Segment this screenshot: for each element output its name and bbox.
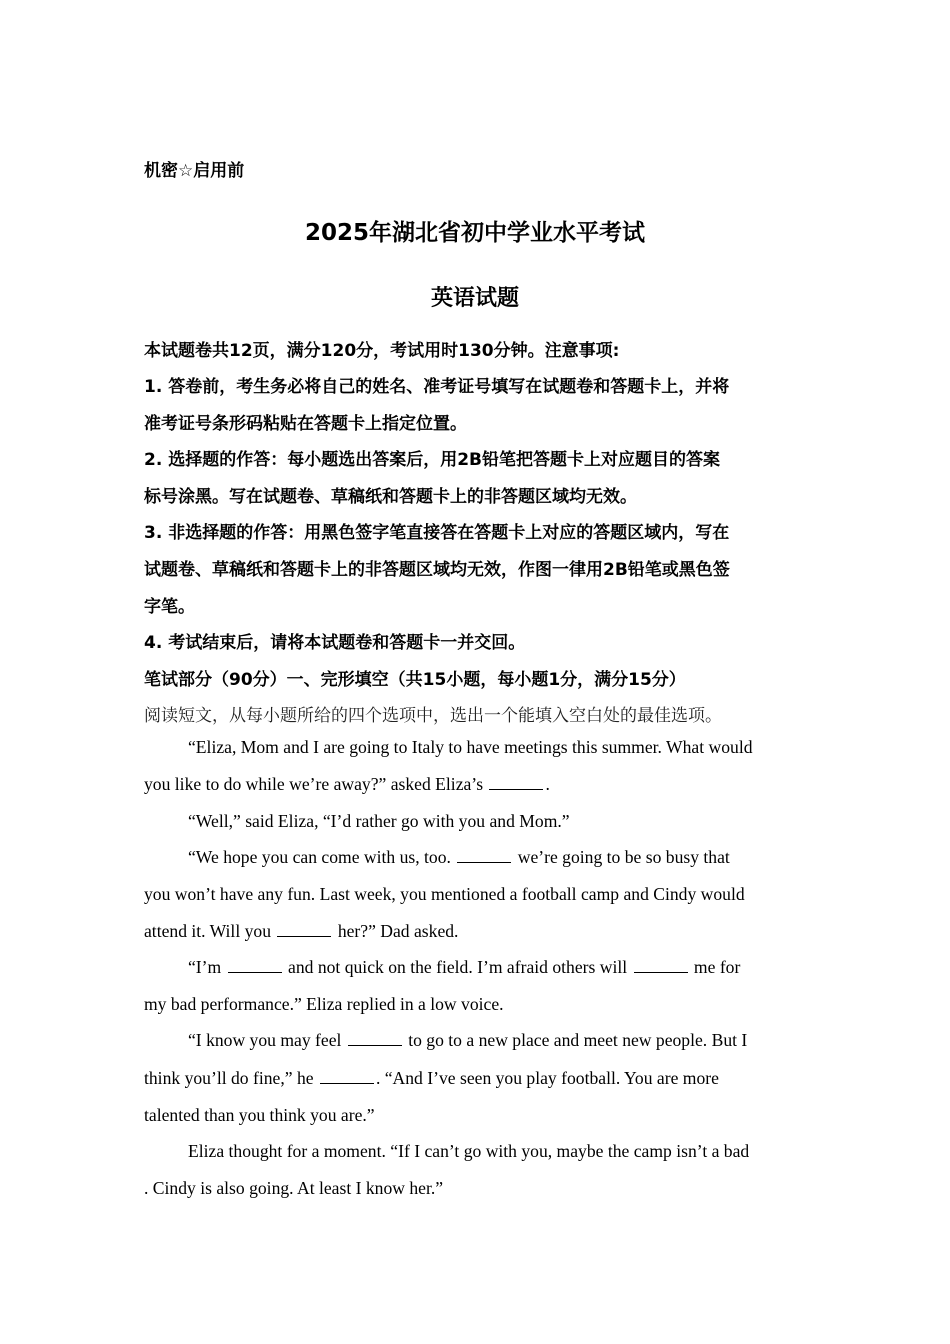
passage-text: “We hope you can come with us, too. <box>188 847 451 867</box>
answer-blank <box>489 775 543 790</box>
note-1-line-1: 1. 答卷前，考生务必将自己的姓名、准考证号填写在试题卷和答题卡上，并将 <box>144 377 730 397</box>
answer-blank <box>277 922 331 937</box>
answer-blank <box>348 1031 402 1046</box>
passage-text: her?” Dad asked. <box>337 921 459 941</box>
answer-blank <box>634 958 688 973</box>
passage-line: “Eliza, Mom and I are going to Italy to have meetings this summer. What would <box>188 737 753 757</box>
passage-line <box>144 921 458 942</box>
passage-line <box>144 774 550 795</box>
note-2-line-2: 标号涂黑。写在试题卷、草稿纸和答题卡上的非答题区域均无效。 <box>144 487 637 507</box>
passage-line <box>188 847 730 868</box>
passage-line <box>188 957 740 978</box>
passage-line <box>188 1030 747 1051</box>
section-heading: 笔试部分（90分）一、完形填空（共15小题，每小题1分，满分15分） <box>144 670 686 690</box>
passage-text: . <box>545 774 550 794</box>
note-3-line-1: 3. 非选择题的作答：用黑色签字笔直接答在答题卡上对应的答题区域内，写在 <box>144 523 730 543</box>
passage-line: Eliza thought for a moment. “If I can’t go with you, maybe the camp isn’t a bad <box>188 1141 750 1161</box>
passage-line: talented than you think you are.” <box>144 1105 375 1125</box>
passage-text: . “And I’ve seen you play football. You are more <box>375 1068 719 1088</box>
note-4: 4. 考试结束后，请将本试题卷和答题卡一并交回。 <box>144 633 526 653</box>
exam-title: 2025年湖北省初中学业水平考试 <box>304 220 645 246</box>
passage-text: “I know you may feel <box>188 1030 342 1050</box>
passage-text: me for <box>693 957 741 977</box>
note-3-line-3: 字笔。 <box>144 597 195 617</box>
note-3-line-2: 试题卷、草稿纸和答题卡上的非答题区域均无效，作图一律用2B铅笔或黑色签 <box>144 560 730 580</box>
passage-text: “I’m <box>188 957 222 977</box>
subject-title: 英语试题 <box>430 286 519 311</box>
answer-blank <box>320 1069 374 1084</box>
section-instruction: 阅读短文，从每小题所给的四个选项中，选出一个能填入空白处的最佳选项。 <box>144 706 722 726</box>
passage-text: you like to do while we’re away?” asked Eliza’s <box>144 774 484 794</box>
passage-text: to go to a new place and meet new people. But I <box>408 1030 748 1050</box>
answer-blank <box>457 848 511 863</box>
answer-blank <box>228 958 282 973</box>
passage-line: . Cindy is also going. At least I know her.” <box>144 1178 444 1198</box>
passage-text: attend it. Will you <box>144 921 271 941</box>
passage-text: we’re going to be so busy that <box>517 847 730 867</box>
notes-intro: 本试题卷共12页，满分120分，考试用时130分钟。注意事项: <box>144 341 620 361</box>
passage-line: “Well,” said Eliza, “I’d rather go with you and Mom.” <box>188 811 570 831</box>
passage-line: you won’t have any fun. Last week, you mentioned a football camp and Cindy would <box>144 884 745 904</box>
passage-line <box>144 1068 719 1089</box>
passage-text: think you’ll do fine,” he <box>144 1068 314 1088</box>
note-1-line-2: 准考证号条形码粘贴在答题卡上指定位置。 <box>144 414 467 434</box>
passage-text: and not quick on the field. I’m afraid others will <box>288 957 628 977</box>
confidential-label: 机密☆启用前 <box>144 161 245 181</box>
note-2-line-1: 2. 选择题的作答：每小题选出答案后，用2B铅笔把答题卡上对应题目的答案 <box>144 450 720 470</box>
passage-line: my bad performance.” Eliza replied in a low voice. <box>144 994 504 1014</box>
